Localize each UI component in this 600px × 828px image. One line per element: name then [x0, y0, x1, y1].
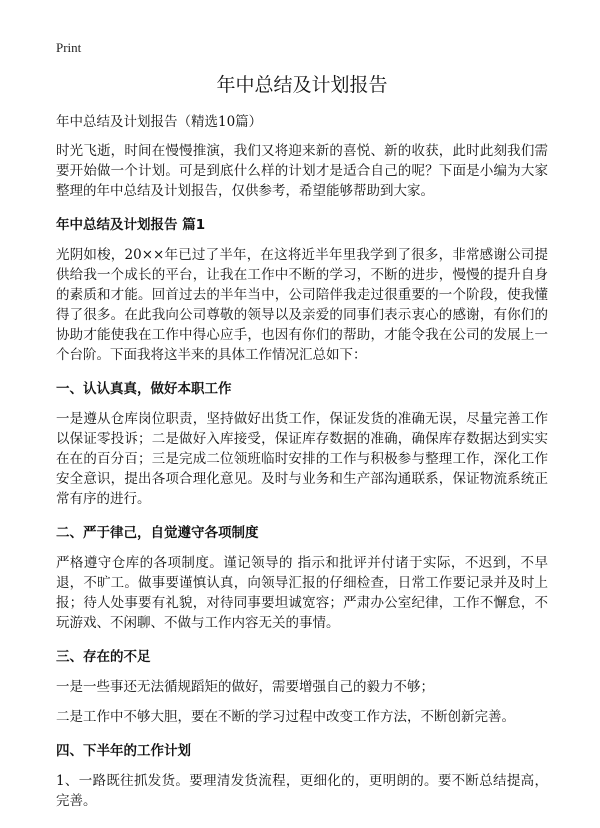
- document-subtitle: 年中总结及计划报告（精选10篇）: [56, 114, 263, 130]
- section-heading-1: 一、认认真真，做好本职工作: [56, 381, 232, 397]
- section-2-paragraph-1: 严格遵守仓库的各项制度。谨记领导的 指示和批评并付诸于实际，不迟到，不早退，不旷工。做事要谨慎认真，向领导汇报的仔细检查，日常工作要记录并及时上报；待人处事要有礼貌，对待同事要坦诚宽容；严肃办公室纪律，工作不懈怠，不玩游戏、不闲聊、不做与工作内容无关的事情。: [56, 555, 548, 631]
- section-heading-2: 二、严于律己，自觉遵守各项制度: [56, 525, 259, 541]
- section-heading-4: 四、下半年的工作计划: [56, 743, 191, 759]
- print-link[interactable]: Print: [56, 40, 82, 55]
- section-heading-3: 三、存在的不足: [56, 649, 151, 665]
- article-intro-paragraph: 光阴如梭，20××年已过了半年，在这将近半年里我学到了很多，非常感谢公司提供给我一个成长的平台，让我在工作中不断的学习，不断的进步，慢慢的提升自身的素质和才能。回首过去的半年当中，公司陪伴我走过很重要的一个阶段，使我懂得了很多。在此我向公司尊敬的领导以及亲爱的同事们表示衷心的感谢，有你们的协助才能使我在工作中得心应手，也因有你们的帮助，才能令我在公司的发展上一个台阶。下面我将这半来的具体工作情况汇总如下：: [56, 247, 548, 363]
- section-1-paragraph-1: 一是遵从仓库岗位职责，坚持做好出货工作，保证发货的准确无误，尽量完善工作以保证零投诉；二是做好入库接受，保证库存数据的准确，确保库存数据达到实实在在的百分百；三是完成二位领班临时安排的工作与积极参与整理工作，深化工作安全意识，提出各项合理化意见。及时与业务和生产部沟通联系，保证物流系统正常有序的进行。: [56, 411, 548, 507]
- section-3-paragraph-1: 一是一些事还无法循规蹈矩的做好，需要增强自己的毅力不够；: [56, 679, 434, 695]
- section-4-paragraph-1: 1、一路既往抓发货。要理清发货流程，更细化的，更明朗的。要不断总结提高，完善。: [56, 773, 548, 809]
- intro-paragraph: 时光飞逝，时间在慢慢推演，我们又将迎来新的喜悦、新的收获，此时此刻我们需要开始做一个计划。可是到底什么样的计划才是适合自己的呢？下面是小编为大家整理的年中总结及计划报告，仅供参考，希望能够帮助到大家。: [56, 143, 548, 199]
- document-title: 年中总结及计划报告: [216, 74, 388, 96]
- article-heading: 年中总结及计划报告 篇1: [56, 217, 206, 233]
- section-3-paragraph-2: 二是工作中不够大胆，要在不断的学习过程中改变工作方法，不断创新完善。: [56, 709, 515, 725]
